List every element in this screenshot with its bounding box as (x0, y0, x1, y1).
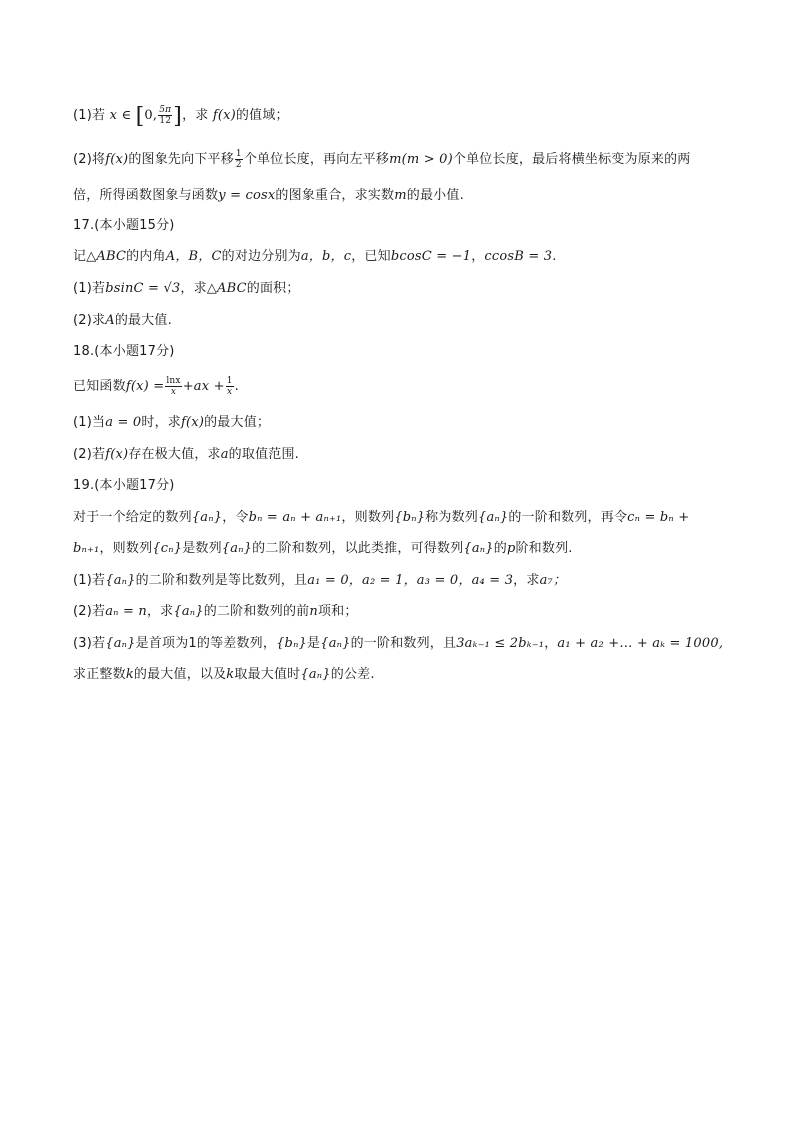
text: 的最大值，以及 (133, 667, 227, 682)
text: (1)当 (73, 415, 106, 430)
text: 的取值范围. (228, 447, 300, 462)
math-expr: a = 0 (105, 415, 142, 430)
math-symbol: . (234, 379, 239, 394)
q19-header (73, 477, 175, 495)
text: 个单位长度，最后将横坐标变为原来的两 (452, 152, 691, 167)
interval-bracket: [ (135, 104, 145, 129)
question-title: 17.(本小题15分) (73, 218, 175, 233)
text: (1)若 (73, 573, 106, 588)
text: 的 (493, 541, 507, 556)
fraction (158, 105, 172, 126)
text: 的二阶和数列是等比数列，且 (135, 573, 308, 588)
fraction-numerator: lnx (166, 376, 181, 386)
text: 的最大值； (204, 415, 271, 430)
math-expr: f(x) (212, 108, 236, 123)
fraction-denominator: x (170, 387, 177, 397)
question-title: 18.(本小题17分) (73, 344, 175, 359)
text: 求正整数 (73, 667, 126, 682)
q19-stem (73, 509, 689, 527)
q16-part2-cont (73, 187, 464, 205)
text: 记 (73, 249, 87, 264)
math-expr: {aₙ} (477, 510, 509, 525)
q18-part1 (73, 414, 270, 432)
math-expr: {aₙ} (173, 604, 204, 619)
text: 是数列 (182, 541, 222, 556)
text: ， (471, 249, 485, 264)
math-expr: a₁ = 0，a₂ = 1，a₃ = 0，a₄ = 3 (307, 573, 514, 588)
math-expr: {aₙ} (221, 541, 253, 556)
math-expr: a₁ + a₂ +… + aₖ = 1000, (557, 636, 724, 651)
math-expr: f(x) = (125, 379, 165, 394)
text: 存在极大值，求 (128, 447, 221, 462)
math-expr: △ABC (86, 249, 127, 264)
math-expr: {aₙ} (105, 636, 136, 651)
q18-stem (73, 376, 239, 397)
text: 的一阶和数列，再令 (508, 510, 628, 525)
text: ，则数列 (99, 541, 153, 556)
text: (2)若 (73, 604, 106, 619)
text: ，已知 (351, 249, 391, 264)
text: 个单位长度，再向左平移 (243, 152, 390, 167)
text: ，则数列 (341, 510, 395, 525)
math-expr: a，b，c (300, 249, 352, 264)
math-expr: {aₙ} (191, 510, 223, 525)
math-expr: {bₙ} (276, 636, 308, 651)
q19-part3 (73, 635, 723, 653)
math-expr: {cₙ} (152, 541, 183, 556)
q18-header (73, 343, 175, 361)
math-var: p (506, 541, 516, 556)
text: 倍，所得函数图象与函数 (73, 188, 219, 203)
fraction (165, 376, 181, 397)
text: 的二阶和数列，以此类推，可得数列 (252, 541, 464, 556)
text: 的内角 (126, 249, 166, 264)
text: 的对边分别为 (221, 249, 301, 264)
math-expr: y = cosx (218, 188, 276, 203)
math-expr: ccosB = 3. (484, 249, 557, 264)
text: 时，求 (141, 415, 182, 430)
text: ，求 (180, 281, 207, 296)
text: 取最大值时 (234, 667, 301, 682)
fraction-denominator: x (227, 387, 233, 397)
text: ，令 (222, 510, 249, 525)
q18-part2 (73, 446, 299, 464)
fraction (226, 376, 234, 397)
text: 的图象重合，求实数 (275, 188, 395, 203)
math-expr: bsinC = √3 (105, 281, 181, 296)
text: 称为数列 (425, 510, 478, 525)
math-expr: aₙ = n (105, 604, 147, 619)
math-var: k (226, 667, 235, 682)
math-symbol: + (213, 379, 225, 394)
math-expr: {aₙ} (300, 667, 331, 682)
math-expr: △ABC (206, 281, 247, 296)
math-expr: f(x) (105, 152, 129, 167)
math-expr: bₙ = aₙ + aₙ₊₁ (248, 510, 342, 525)
math-expr: {aₙ} (105, 573, 136, 588)
text: 是首项为1的等差数列， (135, 636, 277, 651)
math-number: 0, (144, 108, 158, 123)
math-var: m (389, 152, 402, 167)
text: 阶和数列. (515, 541, 573, 556)
text: ，求 (146, 604, 174, 619)
math-var: m (394, 188, 407, 203)
fraction (235, 149, 243, 170)
text: 已知函数 (73, 379, 126, 394)
text: (2)若 (73, 447, 106, 462)
text: (2)将 (73, 152, 106, 167)
math-var: x (109, 108, 118, 123)
math-expr: {aₙ} (463, 541, 494, 556)
question-title: 19.(本小题17分) (73, 478, 175, 493)
q16-part1 (73, 104, 289, 129)
math-symbol: ∈ (121, 108, 132, 123)
q19-part3-cont (73, 666, 375, 684)
text: 的最大值. (114, 313, 172, 328)
q16-part2 (73, 149, 691, 170)
text: ， (544, 636, 558, 651)
math-expr: ax (193, 379, 210, 394)
q19-part2 (73, 603, 358, 621)
fraction-numerator: 1 (226, 376, 233, 386)
text: ，求 (513, 573, 540, 588)
text: 的最小值. (406, 188, 464, 203)
text: 是 (307, 636, 321, 651)
q19-stem-cont (73, 540, 573, 558)
text: (3)若 (73, 636, 106, 651)
math-expr: bₙ₊₁ (73, 541, 100, 556)
text: (2)求 (73, 313, 106, 328)
math-var: A (105, 313, 115, 328)
fraction-numerator: 1 (235, 149, 242, 159)
interval-bracket: ] (173, 104, 183, 129)
q17-part2 (73, 312, 172, 330)
math-symbol: + (182, 379, 194, 394)
math-expr: {aₙ} (320, 636, 351, 651)
math-expr: bcosC = −1 (390, 249, 472, 264)
text: 的图象先向下平移 (128, 152, 234, 167)
text: ，求 (182, 108, 209, 123)
math-expr: cₙ = bₙ + (627, 510, 690, 525)
fraction-numerator: 5π (159, 105, 172, 115)
q17-stem (73, 248, 557, 266)
math-var: n (309, 604, 318, 619)
text: 项和； (317, 604, 358, 619)
text: 的公差. (330, 667, 375, 682)
text: 的值域； (235, 108, 289, 123)
text: (1)若 (73, 281, 106, 296)
math-expr: (m > 0) (401, 152, 453, 167)
text: 的二阶和数列的前 (203, 604, 310, 619)
math-var: a (220, 447, 229, 462)
math-expr: f(x) (181, 415, 205, 430)
math-expr: {bₙ} (394, 510, 426, 525)
text: (1)若 (73, 108, 106, 123)
text: 的一阶和数列，且 (350, 636, 457, 651)
math-var: k (125, 667, 134, 682)
math-expr: a₇； (539, 573, 567, 588)
text: 的面积； (246, 281, 300, 296)
q17-header (73, 217, 175, 235)
fraction-denominator: 2 (235, 160, 242, 170)
q17-part1 (73, 280, 300, 298)
math-expr: f(x) (105, 447, 129, 462)
q19-part1 (73, 572, 566, 590)
math-expr: A，B，C (165, 249, 222, 264)
math-expr: 3aₖ₋₁ ≤ 2bₖ₋₁ (456, 636, 545, 651)
text: 对于一个给定的数列 (73, 510, 192, 525)
fraction-denominator: 12 (159, 116, 172, 126)
